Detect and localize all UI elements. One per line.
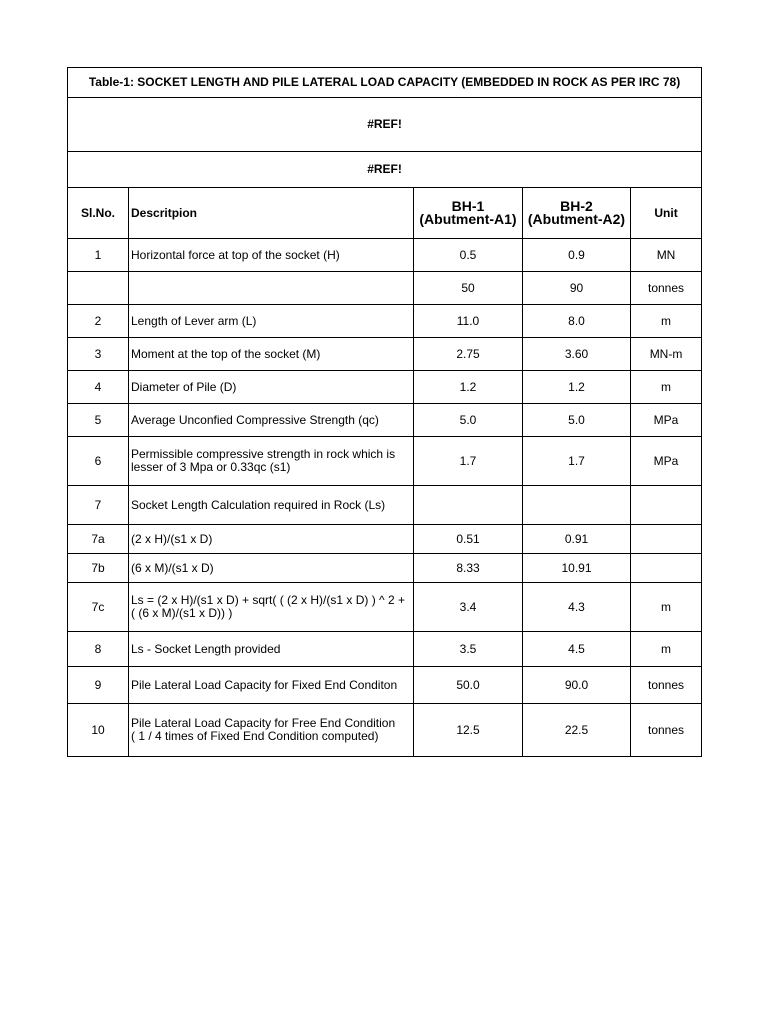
cell-sl: 7 — [68, 486, 129, 525]
table-row — [68, 437, 702, 486]
cell-unit — [631, 525, 702, 554]
cell-desc: (2 x H)/(s1 x D) — [129, 525, 414, 554]
cell-unit: tonnes — [631, 667, 702, 704]
cell-sl: 2 — [68, 305, 129, 338]
cell-desc — [129, 272, 414, 305]
cell-unit: m — [631, 305, 702, 338]
cell-bh2: 90.0 — [523, 667, 631, 704]
cell-bh2: 90 — [523, 272, 631, 305]
cell-sl: 1 — [68, 239, 129, 272]
header-bh1-line1: BH-1 — [451, 198, 485, 214]
table-row — [68, 305, 702, 338]
cell-sl: 4 — [68, 371, 129, 404]
cell-desc-line1: Permissible compressive strength in rock which is — [131, 447, 396, 461]
cell-bh2: 22.5 — [523, 704, 631, 757]
cell-desc: Length of Lever arm (L) — [129, 305, 414, 338]
cell-bh1: 0.51 — [414, 525, 523, 554]
cell-desc-line1: Ls = (2 x H)/(s1 x D) + sqrt( ( (2 x H)/(s1 x D) ) ^ 2 + — [131, 593, 406, 607]
ref-row-1 — [68, 98, 702, 152]
cell-unit: MN — [631, 239, 702, 272]
table-title-row — [68, 68, 702, 98]
table-row — [68, 239, 702, 272]
cell-desc-line2: ( (6 x M)/(s1 x D)) ) — [131, 606, 233, 620]
cell-unit: MPa — [631, 437, 702, 486]
cell-bh1: 1.2 — [414, 371, 523, 404]
cell-desc-line2: ( 1 / 4 times of Fixed End Condition computed) — [131, 729, 379, 743]
cell-desc: Diameter of Pile (D) — [129, 371, 414, 404]
cell-desc-line2: lesser of 3 Mpa or 0.33qc (s1) — [131, 460, 291, 474]
table-row — [68, 338, 702, 371]
cell-sl — [68, 272, 129, 305]
cell-bh2: 3.60 — [523, 338, 631, 371]
cell-bh1: 0.5 — [414, 239, 523, 272]
cell-bh1: 2.75 — [414, 338, 523, 371]
cell-bh2: 10.91 — [523, 554, 631, 583]
cell-unit: m — [631, 371, 702, 404]
table-row — [68, 404, 702, 437]
cell-bh2: 1.7 — [523, 437, 631, 486]
cell-sl: 7b — [68, 554, 129, 583]
cell-unit: tonnes — [631, 272, 702, 305]
table-row — [68, 583, 702, 632]
cell-unit: m — [631, 632, 702, 667]
cell-bh1: 50.0 — [414, 667, 523, 704]
cell-sl: 7a — [68, 525, 129, 554]
cell-desc: Average Unconfied Compressive Strength (qc) — [129, 404, 414, 437]
cell-unit: m — [631, 583, 702, 632]
table-row — [68, 667, 702, 704]
header-bh2-line1: BH-2 — [560, 198, 593, 214]
ref-cell-1: #REF! — [68, 98, 702, 152]
cell-unit: tonnes — [631, 704, 702, 757]
cell-unit: MPa — [631, 404, 702, 437]
table-row — [68, 486, 702, 525]
cell-bh2: 8.0 — [523, 305, 631, 338]
cell-bh2: 1.2 — [523, 371, 631, 404]
header-row — [68, 188, 702, 239]
cell-bh2: 4.3 — [523, 583, 631, 632]
header-bh2 — [523, 188, 631, 239]
cell-sl: 10 — [68, 704, 129, 757]
cell-desc: Pile Lateral Load Capacity for Fixed End Conditon — [129, 667, 414, 704]
cell-desc: (6 x M)/(s1 x D) — [129, 554, 414, 583]
cell-bh1: 3.5 — [414, 632, 523, 667]
header-bh2-line2: (Abutment-A2) — [527, 211, 626, 227]
cell-bh2: 0.91 — [523, 525, 631, 554]
cell-sl: 3 — [68, 338, 129, 371]
cell-bh2 — [523, 486, 631, 525]
cell-sl: 7c — [68, 583, 129, 632]
cell-sl: 9 — [68, 667, 129, 704]
header-unit: Unit — [631, 188, 702, 239]
table-row — [68, 272, 702, 305]
cell-desc-line1: Pile Lateral Load Capacity for Free End Condition — [131, 716, 396, 730]
cell-sl: 8 — [68, 632, 129, 667]
header-bh1-line2: (Abutment-A1) — [419, 211, 517, 227]
cell-bh1: 50 — [414, 272, 523, 305]
cell-bh1: 5.0 — [414, 404, 523, 437]
cell-bh2: 0.9 — [523, 239, 631, 272]
cell-bh1: 8.33 — [414, 554, 523, 583]
header-bh1 — [414, 188, 523, 239]
cell-desc — [129, 704, 414, 757]
table-row — [68, 371, 702, 404]
cell-unit — [631, 486, 702, 525]
cell-desc: Moment at the top of the socket (M) — [129, 338, 414, 371]
ref-row-2 — [68, 152, 702, 188]
cell-desc: Horizontal force at top of the socket (H) — [129, 239, 414, 272]
cell-bh1: 3.4 — [414, 583, 523, 632]
cell-bh1 — [414, 486, 523, 525]
cell-desc — [129, 583, 414, 632]
table-row — [68, 525, 702, 554]
cell-bh1: 1.7 — [414, 437, 523, 486]
cell-unit — [631, 554, 702, 583]
table-row — [68, 554, 702, 583]
header-sl-no: Sl.No. — [68, 188, 129, 239]
cell-desc: Ls - Socket Length provided — [129, 632, 414, 667]
cell-bh1: 11.0 — [414, 305, 523, 338]
cell-desc: Socket Length Calculation required in Rock (Ls) — [129, 486, 414, 525]
cell-bh1: 12.5 — [414, 704, 523, 757]
cell-desc — [129, 437, 414, 486]
header-description: Descritpion — [129, 188, 414, 239]
table-row — [68, 632, 702, 667]
cell-bh2: 5.0 — [523, 404, 631, 437]
table-row — [68, 704, 702, 757]
socket-length-table — [67, 67, 702, 757]
cell-sl: 6 — [68, 437, 129, 486]
cell-bh2: 4.5 — [523, 632, 631, 667]
cell-unit: MN-m — [631, 338, 702, 371]
table-title: Table-1: SOCKET LENGTH AND PILE LATERAL LOAD CAPACITY (EMBEDDED IN ROCK AS PER IRC 78) — [68, 68, 702, 98]
ref-cell-2: #REF! — [68, 152, 702, 188]
cell-sl: 5 — [68, 404, 129, 437]
